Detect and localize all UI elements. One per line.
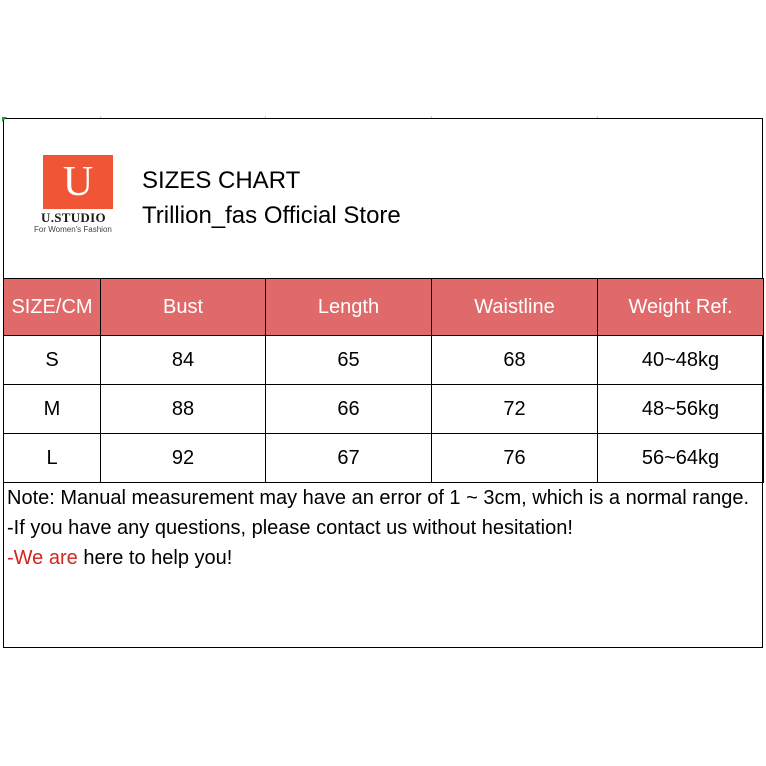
- logo-badge: [43, 155, 113, 209]
- notes-section: [7, 483, 757, 573]
- note-help-highlight: -We are: [7, 547, 78, 569]
- table-row: [4, 336, 764, 385]
- cell-weight: 48~56kg: [598, 385, 764, 434]
- table-row: [4, 434, 764, 483]
- column-header-bust: Bust: [101, 279, 266, 336]
- cell-size: L: [4, 434, 101, 483]
- column-header-weight: Weight Ref.: [598, 279, 764, 336]
- table-row: [4, 385, 764, 434]
- cell-length: 66: [266, 385, 432, 434]
- cell-weight: 40~48kg: [598, 336, 764, 385]
- table-header-row: [4, 279, 764, 336]
- chart-title: SIZES CHART: [142, 167, 301, 194]
- note-help: [7, 543, 757, 573]
- column-header-waistline: Waistline: [432, 279, 598, 336]
- cell-size: M: [4, 385, 101, 434]
- logo-tagline: For Women's Fashion: [34, 225, 112, 234]
- note-contact: -If you have any questions, please contact us without hesitation!: [7, 517, 573, 539]
- cell-waistline: 76: [432, 434, 598, 483]
- chart-header: [4, 119, 762, 278]
- brand-logo: [33, 155, 133, 235]
- size-table: [3, 278, 764, 483]
- note-measurement: Note: Manual measurement may have an error of 1 ~ 3cm, which is a normal range.: [7, 487, 750, 509]
- store-name: Trillion_fas Official Store: [142, 202, 401, 229]
- cell-length: 65: [266, 336, 432, 385]
- cell-weight: 56~64kg: [598, 434, 764, 483]
- logo-letter: U: [62, 159, 94, 205]
- cell-marker-icon: [2, 117, 7, 122]
- column-header-length: Length: [266, 279, 432, 336]
- logo-brand-name: U.STUDIO: [41, 210, 106, 225]
- cell-length: 67: [266, 434, 432, 483]
- column-header-size: SIZE/CM: [4, 279, 101, 336]
- cell-bust: 84: [101, 336, 266, 385]
- cell-size: S: [4, 336, 101, 385]
- size-chart-sheet: [3, 118, 763, 648]
- cell-waistline: 72: [432, 385, 598, 434]
- note-help-text: here to help you!: [77, 547, 233, 569]
- cell-waistline: 68: [432, 336, 598, 385]
- cell-bust: 92: [101, 434, 266, 483]
- cell-bust: 88: [101, 385, 266, 434]
